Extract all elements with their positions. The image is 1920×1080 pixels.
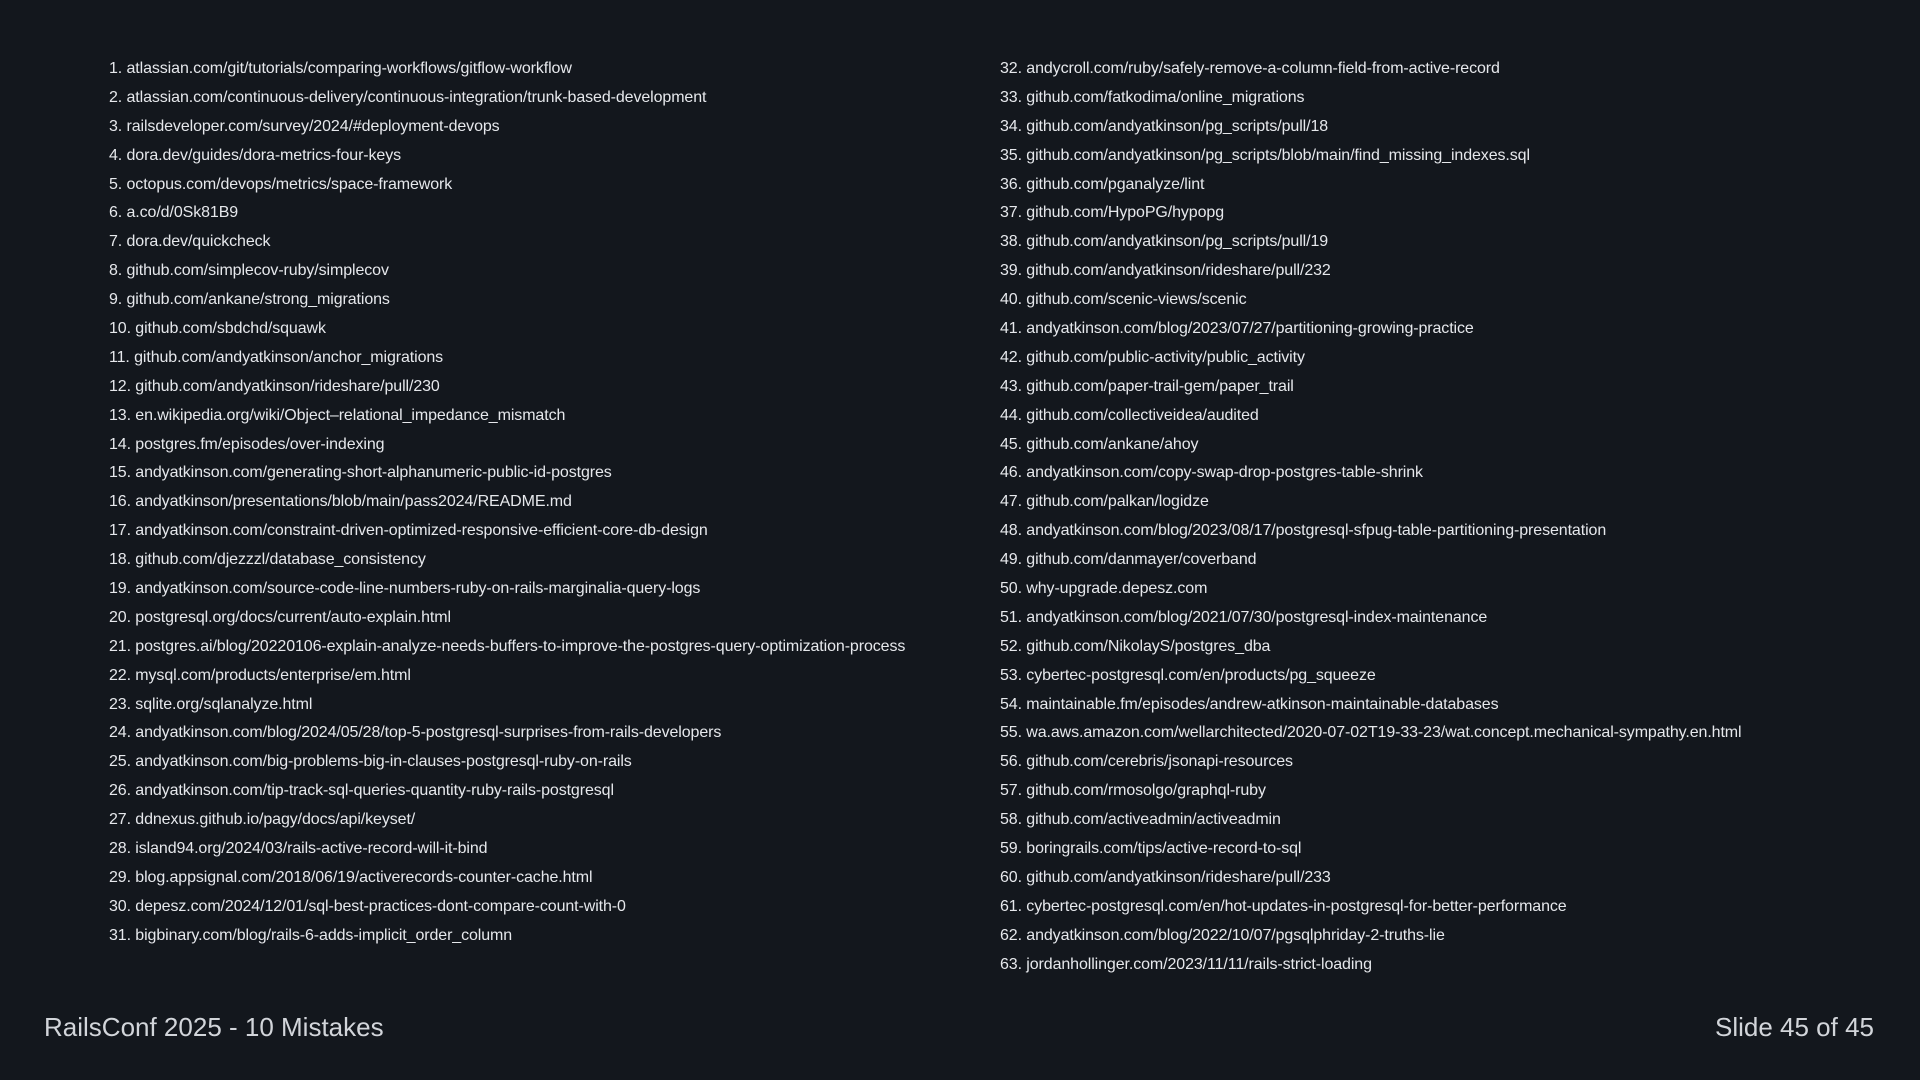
reference-item: 12. github.com/andyatkinson/rideshare/pull/230: [109, 377, 440, 395]
reference-item: 16. andyatkinson/presentations/blob/main/pass2024/README.md: [109, 493, 572, 511]
reference-item: 52. github.com/NikolayS/postgres_dba: [1000, 637, 1271, 655]
reference-item: 48. andyatkinson.com/blog/2023/08/17/postgresql-sfpug-table-partitioning-presentation: [1000, 522, 1607, 540]
reference-item: 63. jordanhollinger.com/2023/11/11/rails-strict-loading: [1000, 955, 1372, 973]
reference-item: 23. sqlite.org/sqlanalyze.html: [109, 695, 313, 713]
reference-item: 13. en.wikipedia.org/wiki/Object–relational_impedance_mismatch: [109, 406, 566, 424]
reference-item: 60. github.com/andyatkinson/rideshare/pull/233: [1000, 868, 1331, 886]
reference-item: 2. atlassian.com/continuous-delivery/continuous-integration/trunk-based-development: [109, 88, 707, 106]
reference-item: 31. bigbinary.com/blog/rails-6-adds-implicit_order_column: [109, 926, 513, 944]
reference-item: 30. depesz.com/2024/12/01/sql-best-practices-dont-compare-count-with-0: [109, 897, 626, 915]
reference-item: 58. github.com/activeadmin/activeadmin: [1000, 811, 1281, 829]
reference-item: 14. postgres.fm/episodes/over-indexing: [109, 435, 385, 453]
reference-item: 54. maintainable.fm/episodes/andrew-atkinson-maintainable-databases: [1000, 695, 1499, 713]
reference-item: 32. andycroll.com/ruby/safely-remove-a-column-field-from-active-record: [1000, 60, 1500, 77]
reference-item: 25. andyatkinson.com/big-problems-big-in-clauses-postgresql-ruby-on-rails: [109, 753, 632, 771]
reference-item: 61. cybertec-postgresql.com/en/hot-updates-in-postgresql-for-better-performance: [1000, 897, 1567, 915]
reference-item: 22. mysql.com/products/enterprise/em.html: [109, 666, 411, 684]
reference-item: 34. github.com/andyatkinson/pg_scripts/pull/18: [1000, 117, 1329, 135]
reference-item: 36. github.com/pganalyze/lint: [1000, 175, 1205, 193]
reference-item: 57. github.com/rmosolgo/graphql-ruby: [1000, 782, 1266, 800]
reference-item: 47. github.com/palkan/logidze: [1000, 493, 1209, 511]
reference-item: 6. a.co/d/0Sk81B9: [109, 204, 239, 222]
reference-item: 29. blog.appsignal.com/2018/06/19/activerecords-counter-cache.html: [109, 868, 593, 886]
reference-item: 28. island94.org/2024/03/rails-active-record-will-it-bind: [109, 840, 488, 858]
reference-item: 33. github.com/fatkodima/online_migrations: [1000, 88, 1305, 106]
reference-item: 45. github.com/ankane/ahoy: [1000, 435, 1199, 453]
reference-item: 43. github.com/paper-trail-gem/paper_trail: [1000, 377, 1294, 395]
reference-item: 37. github.com/HypoPG/hypopg: [1000, 204, 1225, 222]
reference-item: 46. andyatkinson.com/copy-swap-drop-postgres-table-shrink: [1000, 464, 1423, 482]
reference-item: 20. postgresql.org/docs/current/auto-explain.html: [109, 608, 451, 626]
reference-item: 35. github.com/andyatkinson/pg_scripts/blob/main/find_missing_indexes.sql: [1000, 146, 1530, 164]
reference-item: 9. github.com/ankane/strong_migrations: [109, 291, 390, 309]
reference-item: 44. github.com/collectiveidea/audited: [1000, 406, 1259, 424]
reference-item: 40. github.com/scenic-views/scenic: [1000, 291, 1247, 309]
reference-item: 41. andyatkinson.com/blog/2023/07/27/partitioning-growing-practice: [1000, 320, 1474, 338]
reference-item: 5. octopus.com/devops/metrics/space-framework: [109, 175, 453, 193]
reference-item: 17. andyatkinson.com/constraint-driven-optimized-responsive-efficient-core-db-design: [109, 522, 708, 540]
reference-item: 49. github.com/danmayer/coverband: [1000, 551, 1257, 569]
reference-item: 27. ddnexus.github.io/pagy/docs/api/keyset/: [109, 811, 416, 829]
reference-item: 11. github.com/andyatkinson/anchor_migrations: [109, 348, 444, 366]
reference-item: 50. why-upgrade.depesz.com: [1000, 580, 1208, 598]
references-column-right: [1000, 57, 1880, 982]
reference-item: 39. github.com/andyatkinson/rideshare/pull/232: [1000, 262, 1331, 280]
reference-item: 55. wa.aws.amazon.com/wellarchitected/2020-07-02T19-33-23/wat.concept.mechanical-sympathy.en.html: [1000, 724, 1742, 742]
reference-item: 10. github.com/sbdchd/squawk: [109, 320, 326, 338]
reference-list-right: [1000, 57, 1880, 977]
presentation-title: RailsConf 2025 - 10 Mistakes: [44, 1012, 384, 1042]
reference-item: 51. andyatkinson.com/blog/2021/07/30/postgresql-index-maintenance: [1000, 608, 1488, 626]
slide-counter: Slide 45 of 45: [1714, 1012, 1874, 1042]
reference-item: 1. atlassian.com/git/tutorials/comparing-workflows/gitflow-workflow: [109, 60, 572, 77]
references-column-left: [109, 57, 909, 953]
reference-item: 56. github.com/cerebris/jsonapi-resources: [1000, 753, 1293, 771]
reference-item: 24. andyatkinson.com/blog/2024/05/28/top-5-postgresql-surprises-from-rails-developers: [109, 724, 722, 742]
reference-item: 8. github.com/simplecov-ruby/simplecov: [109, 262, 389, 280]
reference-item: 7. dora.dev/quickcheck: [109, 233, 271, 251]
reference-item: 18. github.com/djezzzl/database_consistency: [109, 551, 426, 569]
reference-item: 19. andyatkinson.com/source-code-line-numbers-ruby-on-rails-marginalia-query-logs: [109, 580, 701, 598]
reference-item: 21. postgres.ai/blog/20220106-explain-analyze-needs-buffers-to-improve-the-postgres-query-optimization-process: [109, 637, 906, 655]
reference-item: 59. boringrails.com/tips/active-record-to-sql: [1000, 840, 1302, 858]
reference-item: 15. andyatkinson.com/generating-short-alphanumeric-public-id-postgres: [109, 464, 612, 482]
reference-item: 53. cybertec-postgresql.com/en/products/pg_squeeze: [1000, 666, 1376, 684]
reference-item: 38. github.com/andyatkinson/pg_scripts/pull/19: [1000, 233, 1329, 251]
reference-item: 62. andyatkinson.com/blog/2022/10/07/pgsqlphriday-2-truths-lie: [1000, 926, 1445, 944]
reference-list-left: [109, 57, 909, 948]
reference-item: 3. railsdeveloper.com/survey/2024/#deployment-devops: [109, 117, 500, 135]
reference-item: 4. dora.dev/guides/dora-metrics-four-keys: [109, 146, 402, 164]
reference-item: 42. github.com/public-activity/public_activity: [1000, 348, 1305, 366]
reference-item: 26. andyatkinson.com/tip-track-sql-queries-quantity-ruby-rails-postgresql: [109, 782, 614, 800]
